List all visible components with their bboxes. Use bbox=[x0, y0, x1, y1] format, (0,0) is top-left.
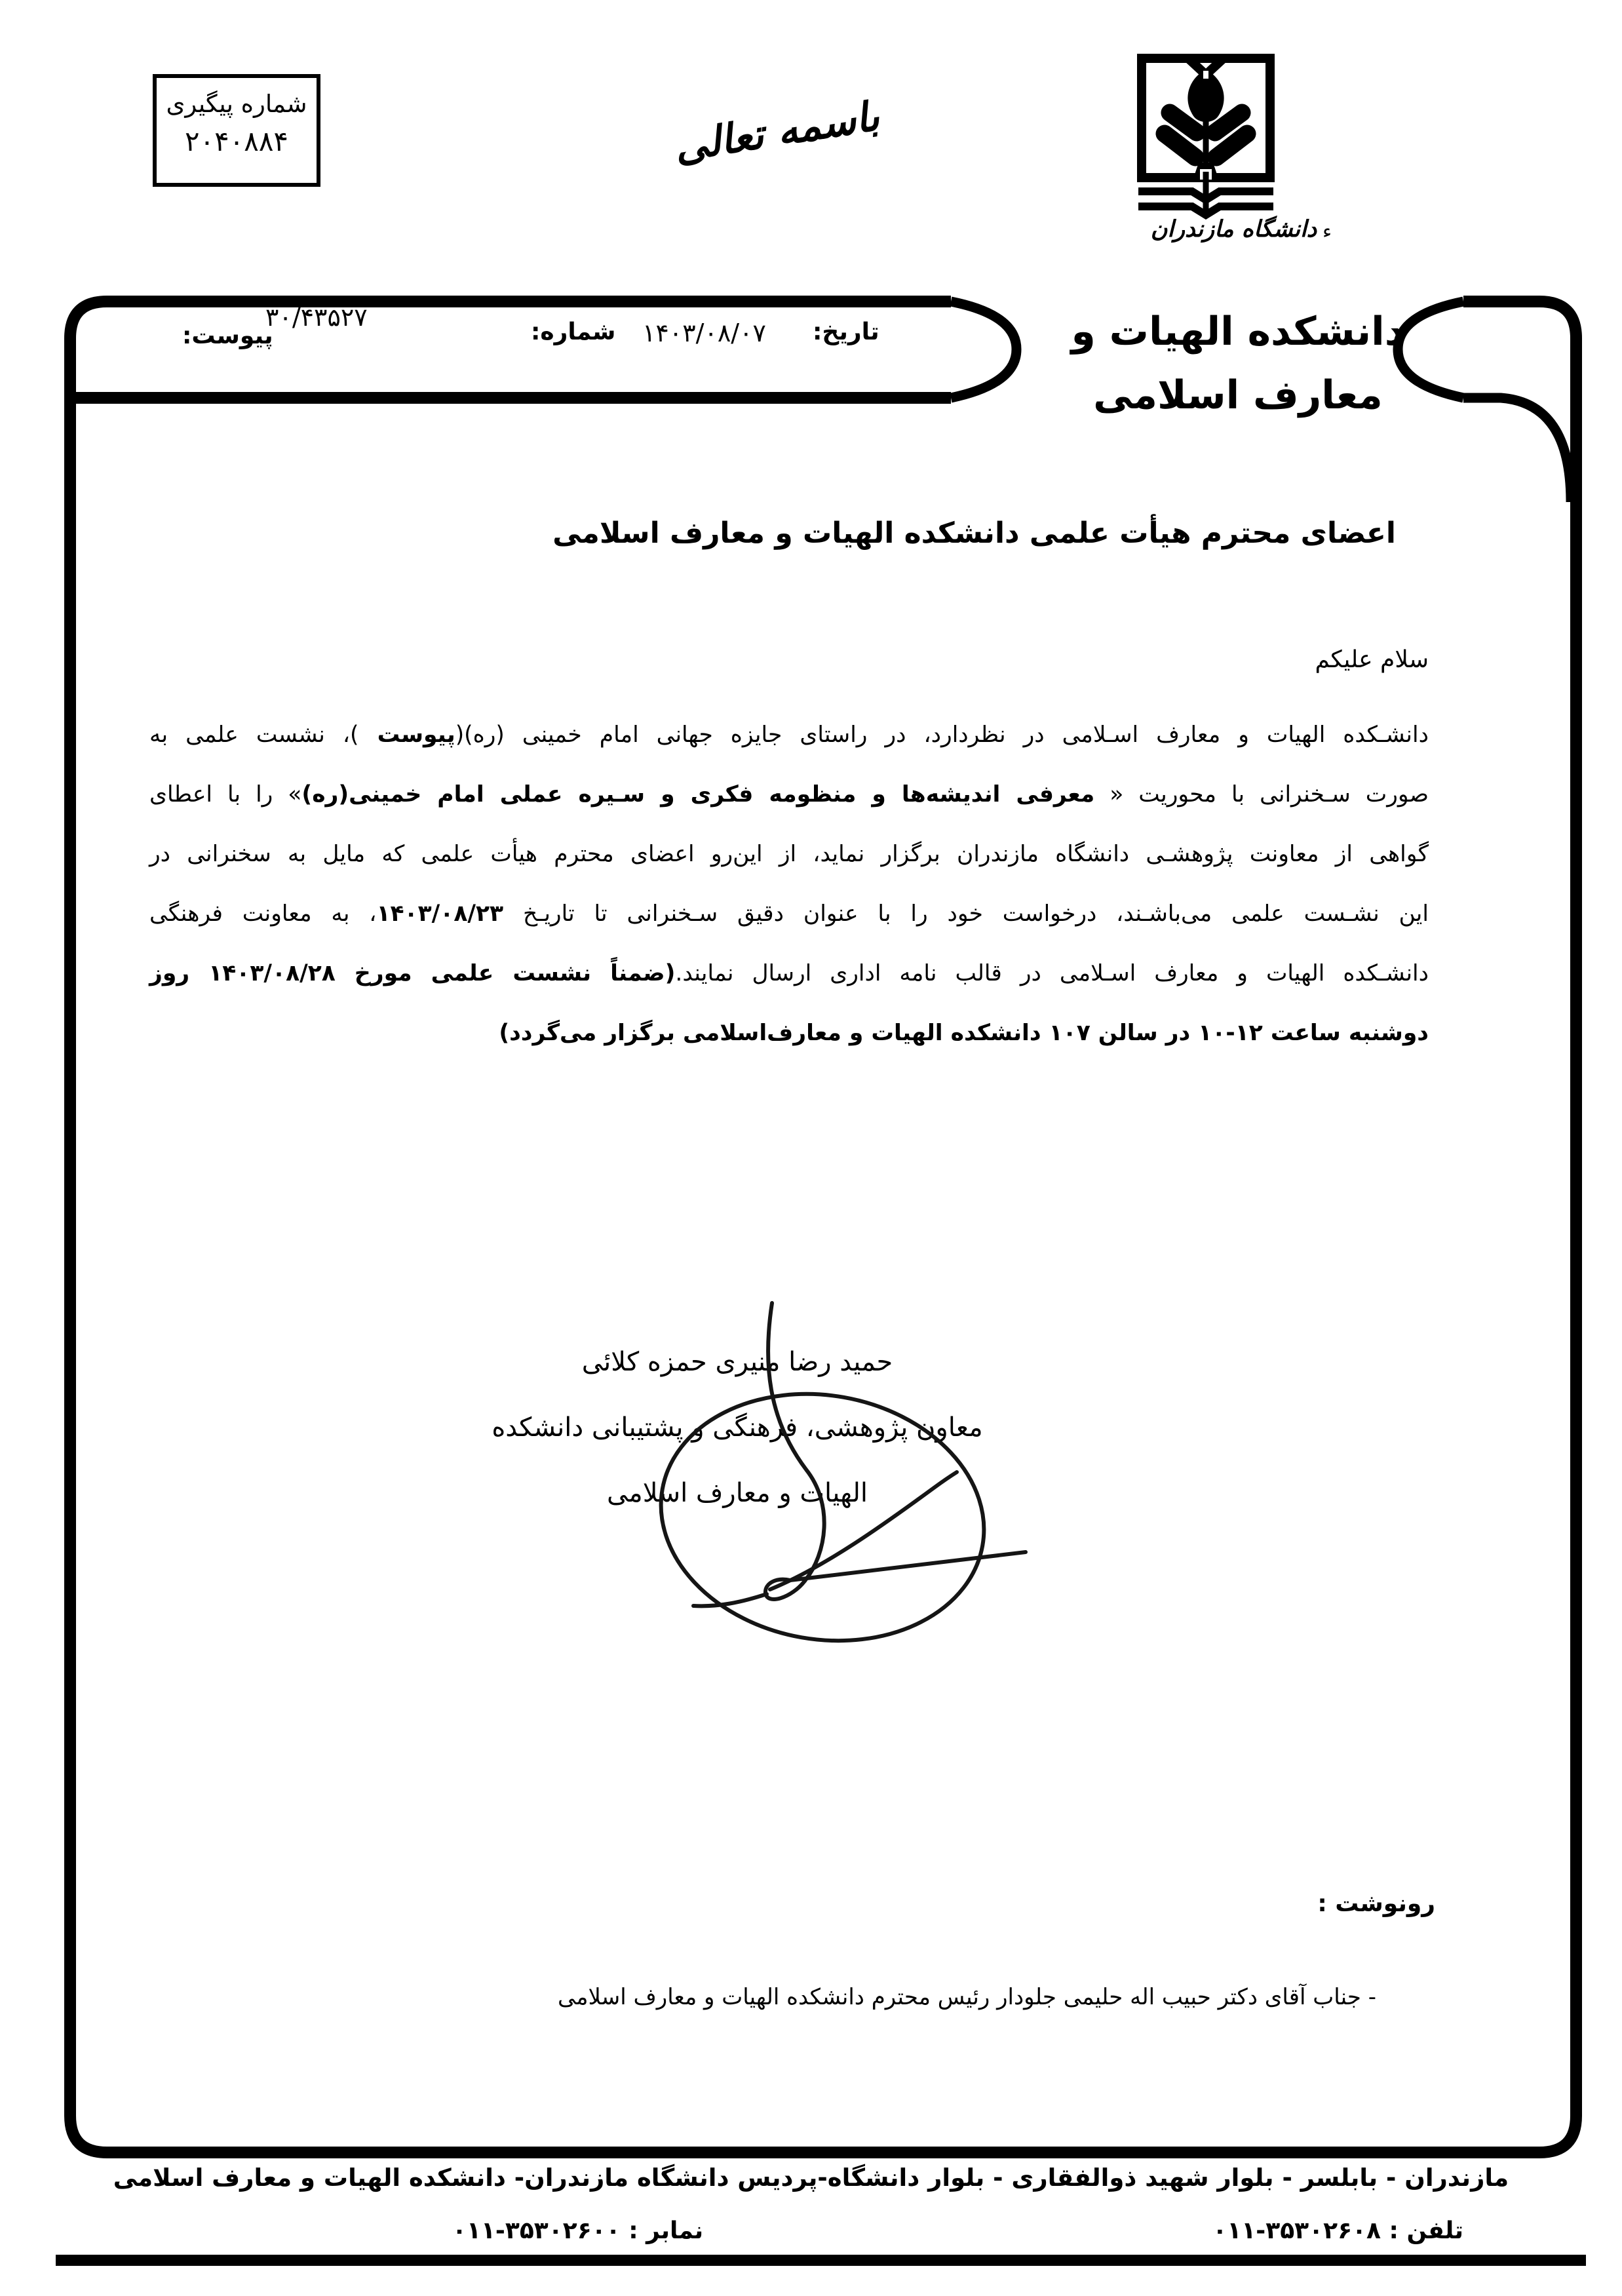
signer-role-line2: الهیات و معارف اسلامی bbox=[606, 1478, 868, 1508]
cc-label: رونوشت : bbox=[1317, 1890, 1435, 1917]
body-line: دوشنبه ساعت ۱۲-۱۰ در سالن ۱۰۷ دانشکده الهیات و معارف‌اسلامی برگزار می‌گردد) bbox=[499, 1020, 1429, 1046]
faculty-title-line2: معارف اسلامی bbox=[1093, 372, 1383, 418]
signer-role-line1: معاون پژوهشی، فرهنگی و پشتیبانی دانشکده bbox=[492, 1412, 983, 1443]
phone-value: ۰۱۱-۳۵۳۰۲۶۰۸ bbox=[1212, 2217, 1381, 2244]
date-label: تاریخ: bbox=[813, 319, 879, 345]
body-line: دانشـکده الهیات و معارف اسـلامی در قالب نامه اداری ارسال نمایند.(ضمناً نشست علمی مورخ ۱۴۰۳/۰۸/۲۸ روز bbox=[149, 960, 1429, 986]
attachment-label: پیوست: bbox=[182, 322, 273, 349]
book-emblem bbox=[1138, 58, 1273, 215]
tracking-number-value: ۲۰۴۰۸۸۴ bbox=[185, 125, 288, 157]
letter-body bbox=[149, 705, 1429, 1063]
body-line: دانشـکده الهیات و معارف اسـلامی در نظردارد، در راستای جایزه جهانی امام خمینی (ره)(پیوست )، نشست علمی به bbox=[149, 722, 1429, 748]
page-border bbox=[70, 302, 1576, 2152]
cc-item: - جناب آقای دکتر حبیب اله حلیمی جلودار رئیس محترم دانشکده الهیات و معارف اسلامی bbox=[557, 1984, 1376, 2010]
salutation: سلام علیکم bbox=[1315, 646, 1429, 673]
hamza-mark: ء bbox=[1323, 220, 1332, 243]
phone-label: تلفن : bbox=[1389, 2217, 1463, 2244]
footer-address: مازندران - بابلسر - بلوار شهید ذوالفقاری - بلوار دانشگاه-پردیس دانشگاه مازندران- دانشکده الهیات و معارف اسلامی bbox=[113, 2164, 1509, 2192]
university-name: دانشگاه مازندران bbox=[1150, 216, 1317, 243]
signer-name: حمید رضا منیری حمزه کلائی bbox=[581, 1347, 893, 1377]
handwritten-signature bbox=[603, 1291, 1049, 1658]
tracking-number-label: شماره پیگیری bbox=[166, 90, 307, 118]
cartouche-left-cap bbox=[951, 302, 1016, 398]
signature-downstroke bbox=[768, 1303, 824, 1581]
signature-tail bbox=[693, 1594, 767, 1606]
body-line: گواهی از معاونت پژوهشـی دانشگاه مازندران برگزار نماید، از این‌رو اعضای محترم هیأت علمی که مایل به سخنرانی در bbox=[149, 841, 1429, 867]
footer-rule bbox=[56, 2255, 1586, 2266]
signature-loop-and-line bbox=[765, 1552, 1026, 1599]
fax-value: ۰۱۱-۳۵۳۰۲۶۰۰ bbox=[452, 2217, 621, 2244]
number-label: شماره: bbox=[531, 319, 616, 345]
recipient-heading: اعضای محترم هیأت علمی دانشکده الهیات و معارف اسلامی bbox=[552, 516, 1396, 550]
tracking-number-box bbox=[153, 74, 320, 187]
body-line: این نشـست علمی می‌باشـند، درخواست خود را با عنوان دقیق سـخنرانی تا تاریـخ ۱۴۰۳/۰۸/۲۳، به معاونت فرهنگی bbox=[149, 901, 1429, 927]
date-value: ۱۴۰۳/۰۸/۰۷ bbox=[642, 319, 766, 347]
footer-fax bbox=[452, 2217, 703, 2244]
fax-label: نمابر : bbox=[628, 2217, 704, 2244]
faculty-title bbox=[1021, 300, 1455, 427]
band-right-curve bbox=[1463, 398, 1571, 502]
footer-phone bbox=[1212, 2217, 1463, 2244]
body-line: صورت سـخنرانی با محوریت « معرفی اندیشه‌ها و منظومه فکری و سـیره عملی امام خمینی(ره)» را با اعطای bbox=[149, 781, 1429, 807]
university-logo bbox=[1136, 52, 1276, 222]
faculty-title-line1: دانشکده الهیات و bbox=[1071, 309, 1405, 355]
number-value: ۳۰/۴۳۵۲۷ bbox=[265, 303, 368, 332]
basmala-calligraphy: باسمه تعالی bbox=[670, 91, 883, 171]
cc-list bbox=[558, 1978, 1376, 2016]
